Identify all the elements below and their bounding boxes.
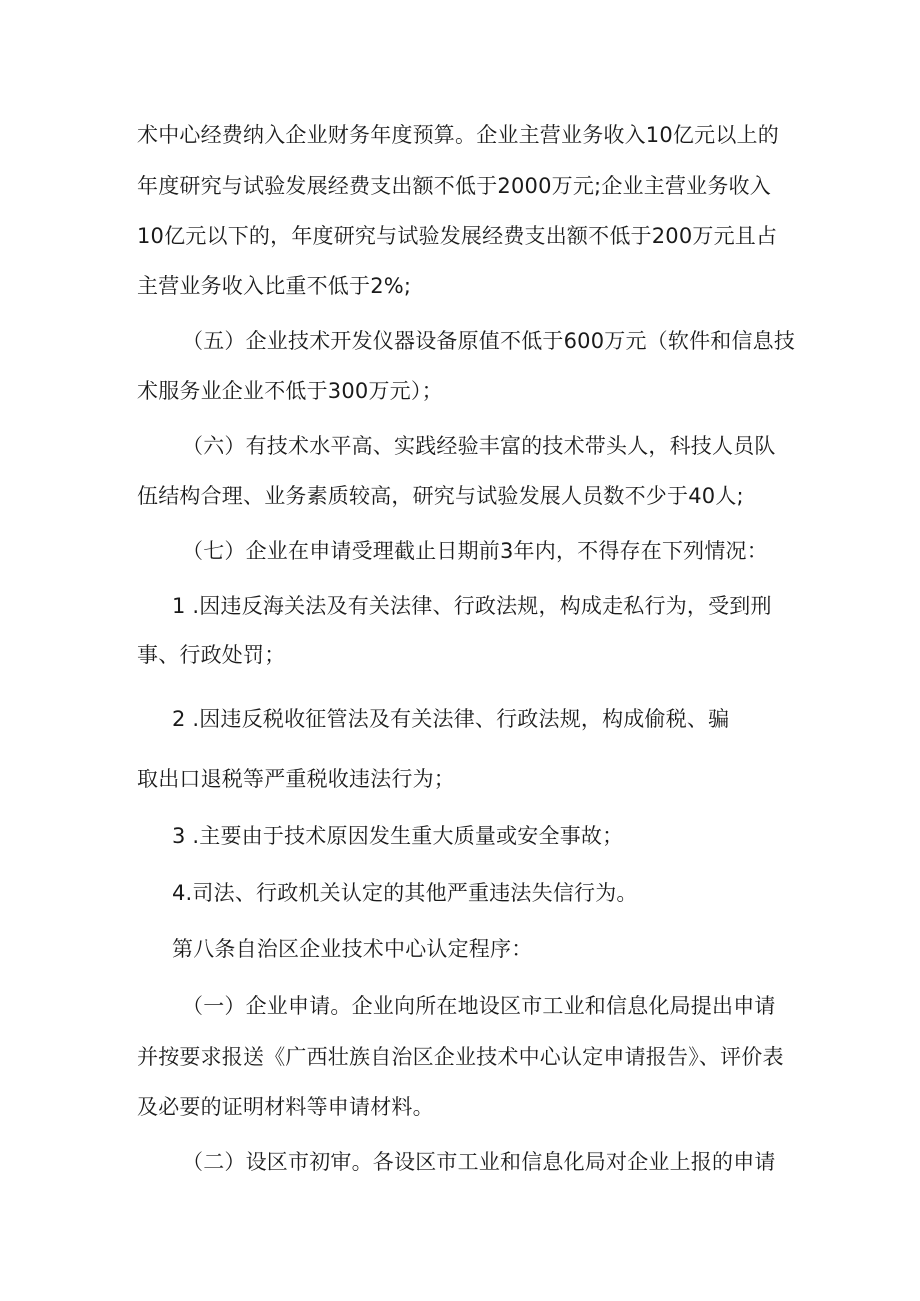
text-line: 4.司法、行政机关认定的其他严重违法失信行为。 xyxy=(172,881,638,905)
text-line: 年度研究与试验发展经费支出额不低于2000万元;企业主营业务收入 xyxy=(137,174,771,198)
text-line: 及必要的证明材料等申请材料。 xyxy=(137,1095,434,1119)
text-line: 事、行政处罚； xyxy=(137,643,286,667)
text-line: （二）设区市初审。各设区市工业和信息化局对企业上报的申请 xyxy=(182,1150,776,1174)
text-line: 术中心经费纳入企业财务年度预算。企业主营业务收入10亿元以上的 xyxy=(137,123,779,147)
text-line: 主营业务收入比重不低于2%; xyxy=(137,274,412,298)
text-line: （六）有技术水平高、实践经验丰富的技术带头人，科技人员队 xyxy=(182,434,776,458)
text-line: 伍结构合理、业务素质较高，研究与试验发展人员数不少于40人; xyxy=(137,484,744,508)
text-line: 并按要求报送《广西壮族自治区企业技术中心认定申请报告》、评价表 xyxy=(137,1045,784,1069)
text-line: （一）企业申请。企业向所在地设区市工业和信息化局提出申请 xyxy=(182,994,776,1018)
text-line: 2 .因违反税收征管法及有关法律、行政法规，构成偷税、骗 xyxy=(172,707,730,731)
text-line: （七）企业在申请受理截止日期前3年内，不得存在下列情况： xyxy=(182,539,768,563)
text-line: 1 .因违反海关法及有关法律、行政法规，构成走私行为，受到刑 xyxy=(172,594,772,618)
text-line: 术服务业企业不低于300万元）； xyxy=(137,379,443,403)
text-line: 3 .主要由于技术原因发生重大质量或安全事故； xyxy=(172,824,624,848)
text-line: 10亿元以下的，年度研究与试验发展经费支出额不低于200万元且占 xyxy=(137,224,778,248)
text-line: （五）企业技术开发仪器设备原值不低于600万元（软件和信息技 xyxy=(182,329,796,353)
text-line: 取出口退税等严重税收违法行为； xyxy=(137,767,455,791)
text-line: 第八条自治区企业技术中心认定程序： xyxy=(172,937,533,961)
